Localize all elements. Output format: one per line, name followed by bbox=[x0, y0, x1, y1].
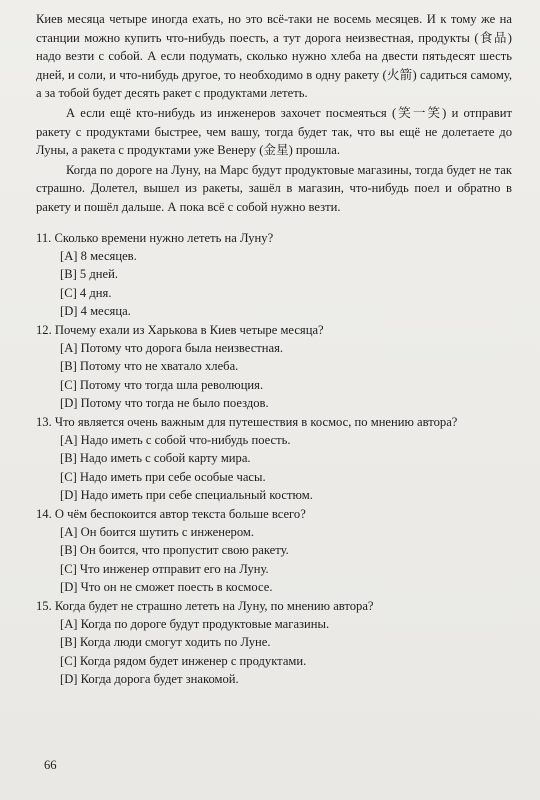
question-text: Что является очень важным для путешествия в космос, по мнению автора? bbox=[54, 414, 458, 429]
answer-option-d: [D] Когда дорога будет знакомой. bbox=[60, 672, 239, 687]
answer-option-b: [B] Надо иметь с собой карту мира. bbox=[60, 451, 251, 466]
page-number: 66 bbox=[44, 758, 57, 772]
answer-option-d: [D] Потому что тогда не было поездов. bbox=[60, 396, 269, 411]
answer-option-b: [B] 5 дней. bbox=[60, 267, 119, 282]
question-14 bbox=[36, 505, 512, 597]
answer-option-d: [D] Надо иметь при себе специальный костюм. bbox=[60, 488, 313, 503]
question-text: Сколько времени нужно лететь на Луну? bbox=[54, 230, 274, 245]
question-text: О чём беспокоится автор текста больше всего? bbox=[54, 506, 306, 521]
reading-passage bbox=[36, 10, 512, 217]
answer-option-a: [A] 8 месяцев. bbox=[60, 248, 137, 263]
question-number: 14. bbox=[36, 506, 52, 521]
passage-paragraph-3: Когда по дороге на Луну, на Марс будут продуктовые магазины, тогда будет не так страшно. Долетел, вышел из ракеты, зашёл в магазин, что-нибудь поел и обратно в ракету и пошёл дальше. А пока всё с собой нужно везти. bbox=[36, 162, 512, 214]
answer-options bbox=[36, 615, 512, 689]
answer-options bbox=[36, 247, 512, 321]
answer-option-c: [C] Когда рядом будет инженер с продуктами. bbox=[60, 653, 307, 668]
answer-option-b: [B] Потому что не хватало хлеба. bbox=[60, 359, 239, 374]
answer-option-b: [B] Он боится, что пропустит свою ракету. bbox=[60, 543, 289, 558]
question-number: 11. bbox=[36, 230, 52, 245]
question-number: 15. bbox=[36, 598, 52, 613]
answer-option-c: [C] Потому что тогда шла революция. bbox=[60, 377, 264, 392]
answer-option-a: [A] Он боится шутить с инженером. bbox=[60, 525, 255, 540]
question-11 bbox=[36, 229, 512, 321]
answer-option-d: [D] Что он не сможет поесть в космосе. bbox=[60, 580, 273, 595]
passage-paragraph-1: Киев месяца четыре иногда ехать, но это всё-таки не восемь месяцев. И к тому же на станции можно купить что-нибудь поесть, а тут дорога неизвестная, продукты (食品) надо везти с собой. А если подумать, сколько нужно хлеба на двести пятьдесят шесть дней, и соли, и что-нибудь другое, то необходимо в одну ракету (火箭) садиться самому, а за тобой будет десять ракет с продуктами лететь. bbox=[36, 12, 512, 101]
question-text: Когда будет не страшно лететь на Луну, по мнению автора? bbox=[54, 598, 374, 613]
question-12 bbox=[36, 321, 512, 413]
answer-option-d: [D] 4 месяца. bbox=[60, 304, 131, 319]
answer-options bbox=[36, 339, 512, 413]
answer-options bbox=[36, 431, 512, 505]
answer-option-a: [A] Надо иметь с собой что-нибудь поесть. bbox=[60, 433, 291, 447]
answer-option-b: [B] Когда люди смогут ходить по Луне. bbox=[60, 635, 271, 650]
answer-option-a: [A] Когда по дороге будут продуктовые магазины. bbox=[60, 617, 330, 632]
answer-option-c: [C] Надо иметь при себе особые часы. bbox=[60, 469, 266, 484]
question-list bbox=[36, 229, 512, 689]
answer-option-c: [C] Что инженер отправит его на Луну. bbox=[60, 561, 269, 576]
answer-option-c: [C] 4 дня. bbox=[60, 285, 112, 300]
question-number: 12. bbox=[36, 322, 52, 337]
answer-option-a: [A] Потому что дорога была неизвестная. bbox=[60, 340, 284, 355]
passage-paragraph-2: А если ещё кто-нибудь из инженеров захочет посмеяться (笑一笑) и отправит ракету с продуктами быстрее, чем вашу, тогда будет так, что вы ещё не долетаете до Луны, а ракета с продуктами уже Венеру (金星) прошла. bbox=[36, 105, 512, 158]
question-text: Почему ехали из Харькова в Киев четыре месяца? bbox=[54, 322, 324, 337]
question-15 bbox=[36, 597, 512, 689]
answer-options bbox=[36, 523, 512, 597]
question-number: 13. bbox=[36, 414, 52, 429]
question-13 bbox=[36, 413, 512, 505]
